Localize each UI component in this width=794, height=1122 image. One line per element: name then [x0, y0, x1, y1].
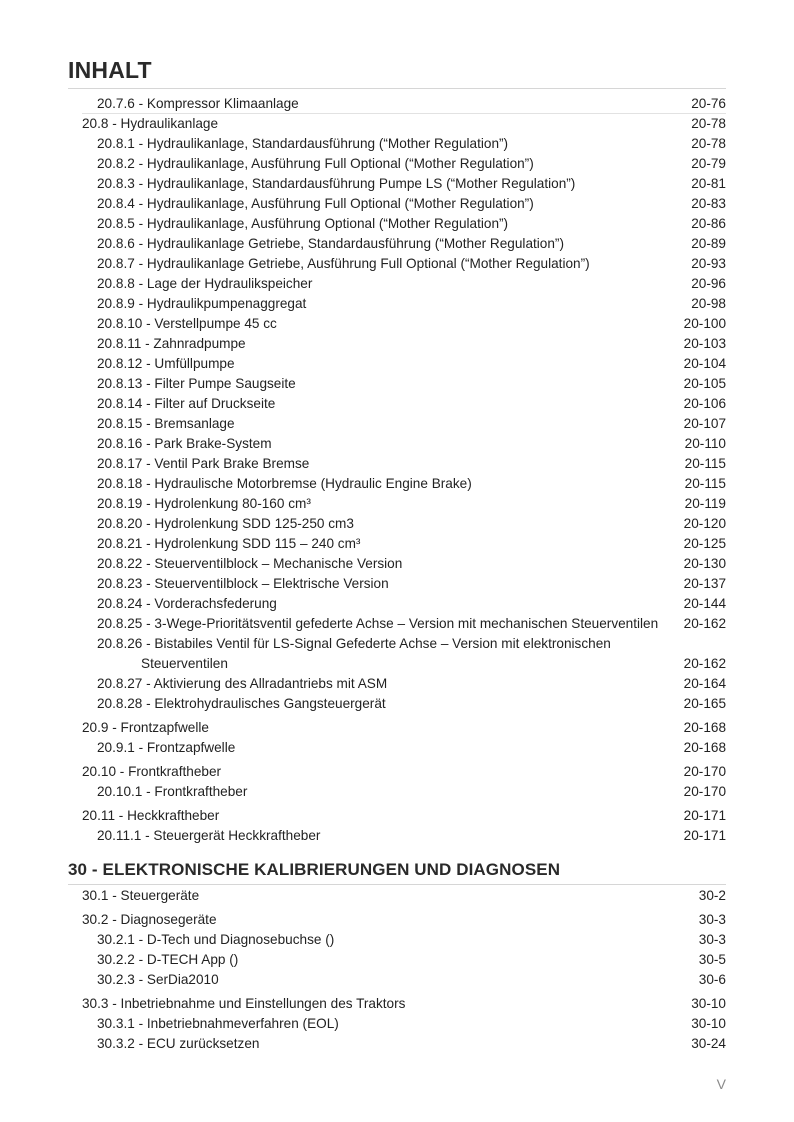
toc-entry-page: 20-93: [691, 256, 726, 271]
toc-entry[interactable]: [0, 826, 794, 846]
toc-entry[interactable]: [0, 394, 794, 414]
toc-entry-label: 20.8.7 - Hydraulikanlage Getriebe, Ausführung Full Optional (“Mother Regulation”): [97, 256, 590, 271]
toc-entry-label: 20.8.12 - Umfüllpumpe: [97, 356, 235, 371]
toc-entry-label: 20.8.22 - Steuerventilblock – Mechanische Version: [97, 556, 403, 571]
toc-entry[interactable]: [0, 970, 794, 990]
toc-entry[interactable]: [0, 434, 794, 454]
toc-entry-label: 20.8.24 - Vorderachsfederung: [97, 596, 277, 611]
toc-entry-page: 30-3: [698, 912, 726, 927]
section-divider: [68, 884, 726, 885]
toc-entry[interactable]: [0, 454, 794, 474]
toc-entry-page: 20-104: [683, 356, 726, 371]
toc-entry-page: 20-168: [683, 740, 726, 755]
toc-entry-page: 20-119: [684, 496, 726, 511]
toc-entry-label: 30.2 - Diagnosegeräte: [82, 912, 217, 927]
toc-entry-page: 20-164: [683, 676, 726, 691]
toc-entry-label: 20.8.9 - Hydraulikpumpenaggregat: [97, 296, 307, 311]
toc-entry-page: 20-83: [691, 196, 726, 211]
toc-entry-page: 20-98: [691, 296, 726, 311]
toc-entry-label: 30.3.2 - ECU zurücksetzen: [97, 1036, 260, 1051]
toc-entry[interactable]: [0, 534, 794, 554]
toc-entry-page: 30-3: [698, 932, 726, 947]
toc-entry-label: 30.1 - Steuergeräte: [82, 888, 200, 903]
toc-entry-label: 30.3 - Inbetriebnahme und Einstellungen des Traktors: [82, 996, 406, 1011]
title-divider: [68, 88, 726, 89]
toc-entry[interactable]: [0, 762, 794, 782]
toc-entry[interactable]: [0, 614, 794, 634]
toc-entry-page: 20-120: [683, 516, 726, 531]
toc-entry[interactable]: [0, 494, 794, 514]
toc-entry-label: 20.8.17 - Ventil Park Brake Bremse: [97, 456, 310, 471]
toc-entry-page: 20-165: [683, 696, 726, 711]
page-number: V: [716, 1076, 726, 1092]
toc-entry-page: 30-6: [698, 972, 726, 987]
toc-entry-page: 20-81: [691, 176, 726, 191]
toc-entry-label: 20.9 - Frontzapfwelle: [82, 720, 209, 735]
toc-entry-label: 20.11.1 - Steuergerät Heckkraftheber: [97, 828, 321, 843]
toc-entry-page: 20-79: [691, 156, 726, 171]
toc-entry-page: 20-168: [683, 720, 726, 735]
toc-entry-label: 20.8.3 - Hydraulikanlage, Standardausführung Pumpe LS (“Mother Regulation”): [97, 176, 576, 191]
toc-entry[interactable]: [0, 174, 794, 194]
toc-entry[interactable]: [0, 414, 794, 434]
toc-entry-label: 30.3.1 - Inbetriebnahmeverfahren (EOL): [97, 1016, 339, 1031]
toc-entry-page: 20-103: [683, 336, 726, 351]
toc-entry[interactable]: [0, 554, 794, 574]
toc-entry-page: 20-110: [684, 436, 726, 451]
toc-entry-page: 20-115: [684, 456, 726, 471]
toc-entry-page: 20-96: [691, 276, 726, 291]
toc-entry-label: 20.8.10 - Verstellpumpe 45 cc: [97, 316, 277, 331]
toc-list-section-20: [0, 94, 794, 846]
toc-entry[interactable]: [0, 910, 794, 930]
toc-entry-wrapped-continuation[interactable]: [0, 654, 794, 674]
toc-entry-label: 20.8.6 - Hydraulikanlage Getriebe, Standardausführung (“Mother Regulation”): [97, 236, 564, 251]
toc-entry-label: 30.2.3 - SerDia2010: [97, 972, 219, 987]
toc-entry[interactable]: [0, 274, 794, 294]
toc-entry[interactable]: [0, 234, 794, 254]
toc-entry-label: 20.8.21 - Hydrolenkung SDD 115 – 240 cm³: [97, 536, 361, 551]
toc-entry[interactable]: [0, 194, 794, 214]
toc-entry-label: 20.8.16 - Park Brake-System: [97, 436, 272, 451]
toc-entry-label: 20.8.4 - Hydraulikanlage, Ausführung Full Optional (“Mother Regulation”): [97, 196, 534, 211]
toc-entry-label: 20.9.1 - Frontzapfwelle: [97, 740, 236, 755]
toc-entry-page: 20-162: [683, 616, 726, 631]
toc-entry-page: 20-130: [683, 556, 726, 571]
toc-entry[interactable]: [0, 294, 794, 314]
toc-entry-label: 30.2.2 - D-TECH App (): [97, 952, 239, 967]
toc-entry[interactable]: [0, 674, 794, 694]
toc-entry-wrapped[interactable]: [0, 634, 794, 654]
toc-entry-label: 20.8.28 - Elektrohydraulisches Gangsteuergerät: [97, 696, 386, 711]
toc-entry-label: 20.8.15 - Bremsanlage: [97, 416, 235, 431]
toc-entry-page: 20-171: [683, 808, 726, 823]
toc-entry-page: 20-144: [683, 596, 726, 611]
toc-entry[interactable]: [0, 114, 794, 134]
toc-entry-page: 20-170: [683, 784, 726, 799]
toc-entry-label: 20.8.11 - Zahnradpumpe: [97, 336, 246, 351]
toc-entry-page: 20-106: [683, 396, 726, 411]
toc-entry-label: 20.8.26 - Bistabiles Ventil für LS-Signal Gefederte Achse – Version mit elektronischen: [97, 636, 611, 651]
toc-entry-label: 20.10.1 - Frontkraftheber: [97, 784, 248, 799]
toc-entry-page: 20-170: [683, 764, 726, 779]
toc-entry-page: 20-137: [683, 576, 726, 591]
toc-entry-page: 20-125: [683, 536, 726, 551]
page-title: INHALT: [68, 57, 152, 83]
toc-entry-label: 20.8.5 - Hydraulikanlage, Ausführung Optional (“Mother Regulation”): [97, 216, 509, 231]
toc-entry-page: 30-10: [691, 1016, 726, 1031]
toc-entry-page: 20-86: [691, 216, 726, 231]
toc-entry[interactable]: [0, 474, 794, 494]
toc-entry-label: 20.10 - Frontkraftheber: [82, 764, 222, 779]
toc-entry-page: 20-76: [691, 96, 726, 111]
toc-entry[interactable]: [0, 994, 794, 1014]
toc-entry-page: 20-78: [691, 116, 726, 131]
toc-entry-page: 20-171: [683, 828, 726, 843]
toc-entry-page: 20-115: [684, 476, 726, 491]
toc-entry[interactable]: [0, 806, 794, 826]
toc-entry-label: 20.8.13 - Filter Pumpe Saugseite: [97, 376, 296, 391]
toc-entry[interactable]: [0, 950, 794, 970]
toc-entry[interactable]: [0, 1034, 794, 1054]
toc-entry-page: 30-24: [691, 1036, 726, 1051]
toc-entry[interactable]: [0, 694, 794, 714]
toc-entry-label: 20.8.14 - Filter auf Druckseite: [97, 396, 276, 411]
toc-entry[interactable]: [0, 782, 794, 802]
toc-entry-label: 20.8.25 - 3-Wege-Prioritätsventil gefederte Achse – Version mit mechanischen Steuerventilen: [97, 616, 659, 631]
toc-entry[interactable]: [0, 94, 794, 114]
toc-entry[interactable]: [0, 354, 794, 374]
toc-entry-page: 20-78: [691, 136, 726, 151]
toc-entry[interactable]: [0, 514, 794, 534]
toc-entry-label: 20.8.2 - Hydraulikanlage, Ausführung Full Optional (“Mother Regulation”): [97, 156, 534, 171]
toc-entry[interactable]: [0, 134, 794, 154]
section-heading-30: 30 - ELEKTRONISCHE KALIBRIERUNGEN UND DIAGNOSEN: [68, 860, 561, 879]
toc-entry-label: 20.7.6 - Kompressor Klimaanlage: [97, 96, 299, 111]
toc-entry[interactable]: [0, 154, 794, 174]
toc-entry[interactable]: [0, 594, 794, 614]
toc-entry[interactable]: [0, 314, 794, 334]
toc-entry[interactable]: [0, 374, 794, 394]
toc-entry-label: 20.8.8 - Lage der Hydraulikspeicher: [97, 276, 313, 291]
toc-entry[interactable]: [0, 738, 794, 758]
toc-entry-label: 20.8.20 - Hydrolenkung SDD 125-250 cm3: [97, 516, 354, 531]
toc-list-section-30: [0, 886, 794, 1054]
toc-entry-page: 20-105: [683, 376, 726, 391]
toc-entry-page: 20-100: [683, 316, 726, 331]
toc-entry[interactable]: [0, 334, 794, 354]
toc-entry-page: 20-89: [691, 236, 726, 251]
toc-entry-page: 20-107: [683, 416, 726, 431]
toc-entry[interactable]: [0, 1014, 794, 1034]
toc-entry[interactable]: [0, 214, 794, 234]
toc-entry-label-continuation: Steuerventilen: [141, 656, 228, 671]
toc-entry-label: 20.8.18 - Hydraulische Motorbremse (Hydraulic Engine Brake): [97, 476, 472, 491]
toc-entry-page: 30-5: [698, 952, 726, 967]
toc-entry-page: 30-10: [691, 996, 726, 1011]
toc-entry-label: 20.8.19 - Hydrolenkung 80-160 cm³: [97, 496, 311, 511]
toc-entry-label: 20.8.1 - Hydraulikanlage, Standardausführung (“Mother Regulation”): [97, 136, 509, 151]
toc-entry[interactable]: [0, 886, 794, 906]
toc-entry-label: 30.2.1 - D-Tech und Diagnosebuchse (): [97, 932, 335, 947]
toc-entry[interactable]: [0, 574, 794, 594]
toc-entry[interactable]: [0, 254, 794, 274]
toc-entry[interactable]: [0, 718, 794, 738]
toc-entry-page: 30-2: [698, 888, 726, 903]
toc-entry-label: 20.11 - Heckkraftheber: [82, 808, 220, 823]
toc-entry-page: 20-162: [683, 656, 726, 671]
toc-entry-label: 20.8 - Hydraulikanlage: [82, 116, 219, 131]
toc-entry[interactable]: [0, 930, 794, 950]
toc-entry-label: 20.8.27 - Aktivierung des Allradantriebs mit ASM: [97, 676, 388, 691]
toc-entry-label: 20.8.23 - Steuerventilblock – Elektrische Version: [97, 576, 389, 591]
